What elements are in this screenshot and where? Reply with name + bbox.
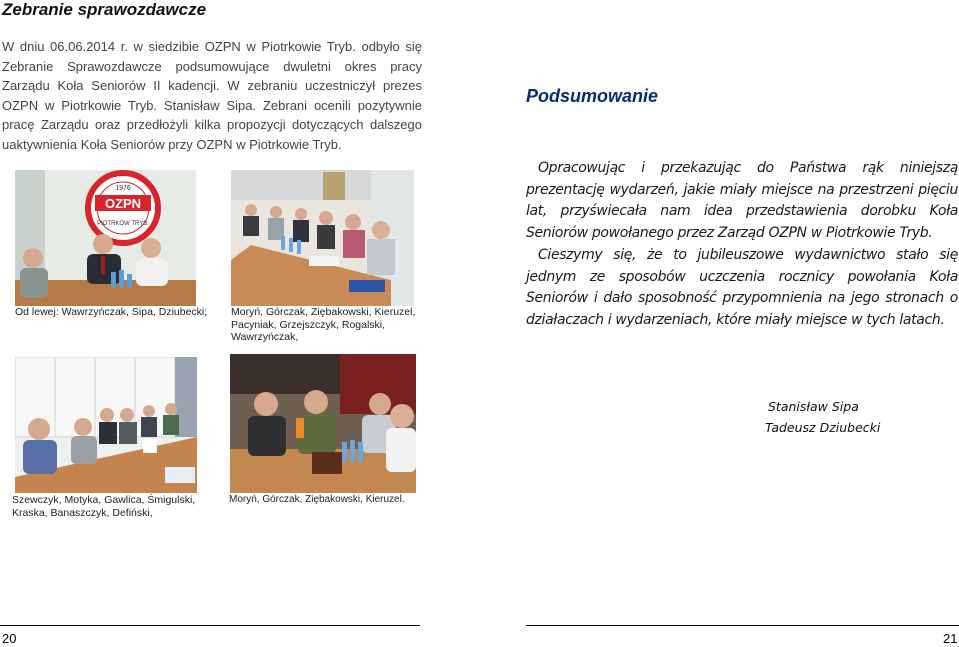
summary-paragraph-1: Opracowując i przekazując do Państwa rąk niniejszą prezentację wydarzeń, jakie miały miejsce na przestrzeni pięciu lat, przyświecała nam idea przedstawienia dorobku Koła Seniorów powołanego przez Zarząd OZPN w Piotrkowie Tryb. <box>526 160 958 242</box>
photo-seniors-group-image <box>15 357 197 493</box>
caption-photo-1: Od lewej: Wawrzyńczak, Sipa, Dziubecki; <box>15 306 208 318</box>
photo-seniors-group <box>15 357 197 493</box>
right-footer-divider <box>526 625 959 626</box>
photo-meeting-table-image <box>231 170 414 306</box>
left-page-number: 20 <box>2 631 17 646</box>
intro-paragraph: W dniu 06.06.2014 r. w siedzibie OZPN w Piotrkowie Tryb. odbyło się Zebranie Sprawozdawcze podsumowujące dwuletni okres pracy Zarządu Koła Seniorów II kadencji. W zebraniu uczestniczył prezes OZPN w Piotrkowie Tryb. Stanisław Sipa. Zebrani ocenili pozytywnie pracę Zarządu oraz przedłożyli kilka propozycji dotyczących dalszego uaktywnienia Koła Seniorów przy OZPN w Piotrkowie Tryb. <box>2 39 422 152</box>
caption-photo-3: Szewczyk, Motyka, Gawlica, Śmigulski, Kraska, Banaszczyk, Defiński, <box>12 494 196 519</box>
photo-meeting-table <box>231 170 414 306</box>
logo-year: 1976 <box>115 185 131 192</box>
logo-name: OZPN <box>104 196 142 211</box>
left-footer-divider <box>0 625 420 626</box>
signature-1: Stanisław Sipa <box>768 399 859 414</box>
logo-city: PIOTRKÓW TRYB. <box>97 221 149 227</box>
photo-board-members-image <box>15 170 196 306</box>
right-page-number: 21 <box>943 631 958 646</box>
caption-photo-4: Moryń, Górczak, Ziębakowski, Kieruzel. <box>229 494 405 505</box>
summary-text <box>526 158 958 332</box>
signature-2: Tadeusz Dziubecki <box>765 420 881 435</box>
summary-heading: Podsumowanie <box>526 86 659 106</box>
summary-paragraph-2: Cieszymy się, że to jubileuszowe wydawnictwo stało się jednym ze sposobów uczczenia rocznicy powołania Koła Seniorów i dało sposobność przypomnienia na jego stronach o działaczach i wydarzeniach, które miały miejsce w tych latach. <box>526 246 958 328</box>
left-page-title: Zebranie sprawozdawcze <box>2 0 207 19</box>
photo-seniors-table <box>230 354 416 493</box>
caption-photo-2: Moryń, Górczak, Ziębakowski, Kieruzel, Pacyniak, Grzejszczyk, Rogalski, Wawrzyńczak, <box>231 306 416 343</box>
photo-seniors-table-image <box>230 354 416 493</box>
photo-board-members <box>15 170 196 306</box>
